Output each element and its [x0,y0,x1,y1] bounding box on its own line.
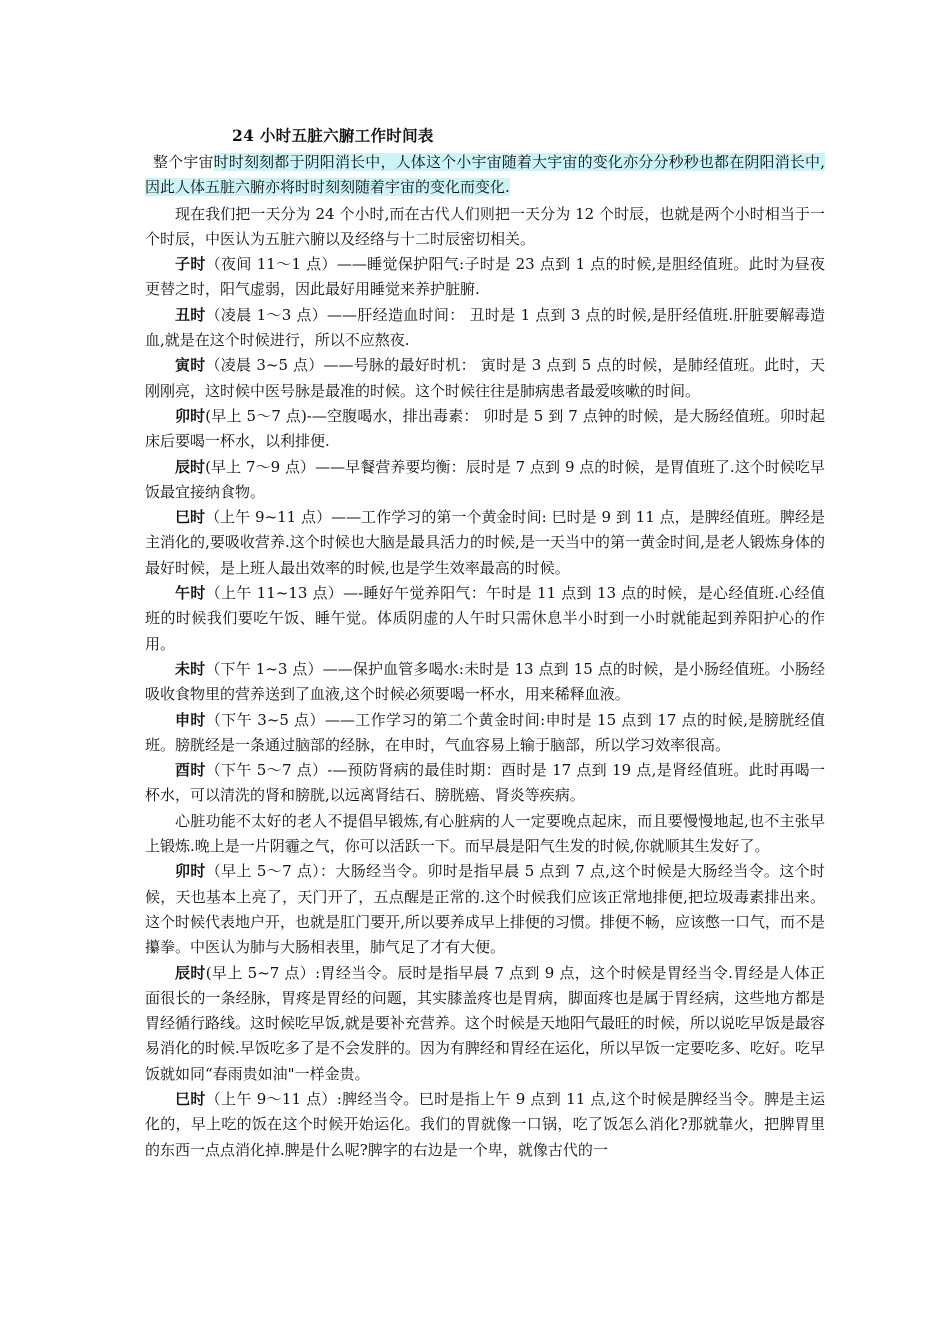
time-section-paragraph [145,961,825,1087]
intro-paragraph [145,150,825,201]
time-description: (早上 7～9 点）——早餐营养要均衡：辰时是 7 点到 9 点的时候，是胃值班了.这个时候吃早饭最宜接纳食物。 [145,457,825,501]
time-term: 巳时 [175,1089,206,1108]
time-section-paragraph [145,657,825,708]
time-description: （夜间 11～1 点）——睡觉保护阳气:子时是 23 点到 1 点的时候,是胆经值班。此时为昼夜更替之时，阳气虚弱，因此最好用睡觉来养护脏腑. [145,255,825,299]
time-term: 未时 [175,659,206,678]
time-description: (早上 5~7 点）:胃经当令。辰时是指早晨 7 点到 9 点，这个时候是胃经当令.胃经是人体正面很长的一条经脉，胃疼是胃经的问题，其实膝盖疼也是胃病，脚面疼也是属于胃经病，这些地方都是胃经循行路线。这时候吃早饭,就是要补充营养。这个时候是天地阳气最旺的时候，所以说吃早饭是最容易消化的时候.早饭吃多了是不会发胖的。因为有脾经和胃经在运化，所以早饭一定要吃多、吃好。吃早饭就如同“春雨贵如油"一样金贵。 [145,963,825,1083]
time-description: (早上 5～7 点)-—空腹喝水，排出毒素： 卯时是 5 到 7 点钟的时候，是大肠经值班。卯时起床后要喝一杯水，以利排便. [145,406,825,451]
document-title: 24 小时五脏六腑工作时间表 [232,126,434,145]
time-description: （凌晨 3~5 点）——号脉的最好时机： 寅时是 3 点到 5 点的时候，是肺经值班。此时，天刚刚亮，这时候中医号脉是最准的时候。这个时候往往是肺病患者最爱咳嗽的时间。 [145,356,825,400]
time-term: 申时 [175,710,206,729]
time-description: （凌晨 1～3 点）——肝经造血时间： 丑时是 1 点到 3 点的时候,是肝经值班.肝脏要解毒造血,就是在这个时候进行，所以不应熬夜. [145,305,825,350]
time-section-paragraph [145,404,825,455]
time-description: （下午 3~5 点）——工作学习的第二个黄金时间:申时是 15 点到 17 点的时候,是膀胱经值班。膀胱经是一条通过脑部的经脉，在申时，气血容易上输于脑部，所以学习效率很高。 [145,710,825,754]
time-section-paragraph [145,252,825,303]
time-description: （下午 5～7 点）-—预防肾病的最佳时期：酉时是 17 点到 19 点,是肾经值班。此时再喝一杯水，可以清洗的肾和膀胱,以远离肾结石、膀胱癌、肾炎等疾病。 [145,761,825,805]
time-section-paragraph [145,1087,825,1163]
time-description: （早上 5～7 点）：大肠经当令。卯时是指早晨 5 点到 7 点,这个时候是大肠经当令。这个时候，天也基本上亮了，天门开了，五点醒是正常的.这个时候我们应该正常地排便,把垃圾毒素排出来。这个时候代表地户开，也就是肛门要开,所以要养成早上排便的习惯。排便不畅，应该憋一口气，而不是攥拳。中医认为肺与大肠相表里，肺气足了才有大便。 [145,862,825,957]
paragraph-overview: 现在我们把一天分为 24 个小时,而在古代人们则把一天分为 12 个时辰，也就是两个小时相当于一个时辰，中医认为五脏六腑以及经络与十二时辰密切相关。 [145,204,825,248]
time-term: 午时 [175,584,206,603]
time-description: （上午 9～11 点）:脾经当令。巳时是指上午 9 点到 11 点,这个时候是脾经当令。脾是主运化的，早上吃的饭在这个时候开始运化。我们的胃就像一口锅，吃了饭怎么消化?那就靠火，把脾胃里的东西一点点消化掉.脾是什么呢?脾字的右边是一个卑，就像古代的一 [145,1089,825,1159]
time-section-paragraph [145,859,825,960]
time-term: 辰时 [175,963,206,982]
document-body [145,150,825,1163]
intro-highlighted-text: 时时刻刻都于阴阳消长中，人体这个小宇宙随着大宇宙的变化亦分分秒秒也都在阴阳消长中,因此人体五脏六腑亦将时时刻刻随着宇宙的变化而变化. [145,153,825,197]
time-term: 子时 [175,255,206,274]
time-term: 卯时 [175,406,206,425]
time-section-paragraph [145,303,825,354]
time-term: 辰时 [175,457,206,476]
hour-sections-group-1 [145,252,825,809]
time-term: 丑时 [175,305,206,324]
time-section-paragraph [145,505,825,581]
intro-lead-text: 整个宇宙 [153,153,214,171]
time-term: 酉时 [175,761,206,780]
time-section-paragraph [145,455,825,506]
time-section-paragraph [145,708,825,759]
time-section-paragraph [145,581,825,657]
time-section-paragraph [145,353,825,404]
hour-sections-group-2 [145,859,825,1163]
time-section-paragraph [145,758,825,809]
time-description: （上午 11~13 点）—-睡好午觉养阳气：午时是 11 点到 13 点的时候，是心经值班.心经值班的时候我们要吃午饭、睡午觉。体质阴虚的人午时只需休息半小时到一小时就能起到养阳护心的作用。 [145,584,825,653]
time-description: （下午 1~3 点）——保护血管多喝水:未时是 13 点到 15 点的时候，是小肠经值班。小肠经吸收食物里的营养送到了血液,这个时候必须要喝一杯水，用来稀释血液。 [145,659,825,704]
time-term: 寅时 [175,356,206,375]
time-description: （上午 9~11 点）——工作学习的第一个黄金时间: 巳时是 9 到 11 点，是脾经值班。脾经是主消化的,要吸收营养.这个时候也大脑是最具活力的时候,是一天当中的第一黄金时间,是老人锻炼身体的最好时候，是上班人最出效率的时候,也是学生效率最高的时候。 [145,508,825,577]
time-term: 巳时 [175,508,206,527]
time-term: 卯时 [175,862,206,881]
paragraph-heart-advice: 心脏功能不太好的老人不提倡早锻炼,有心脏病的人一定要晚点起床，而且要慢慢地起,也不主张早上锻炼.晚上是一片阴霾之气，你可以活跃一下。而早晨是阳气生发的时候,你就顺其生发好了。 [145,811,825,856]
